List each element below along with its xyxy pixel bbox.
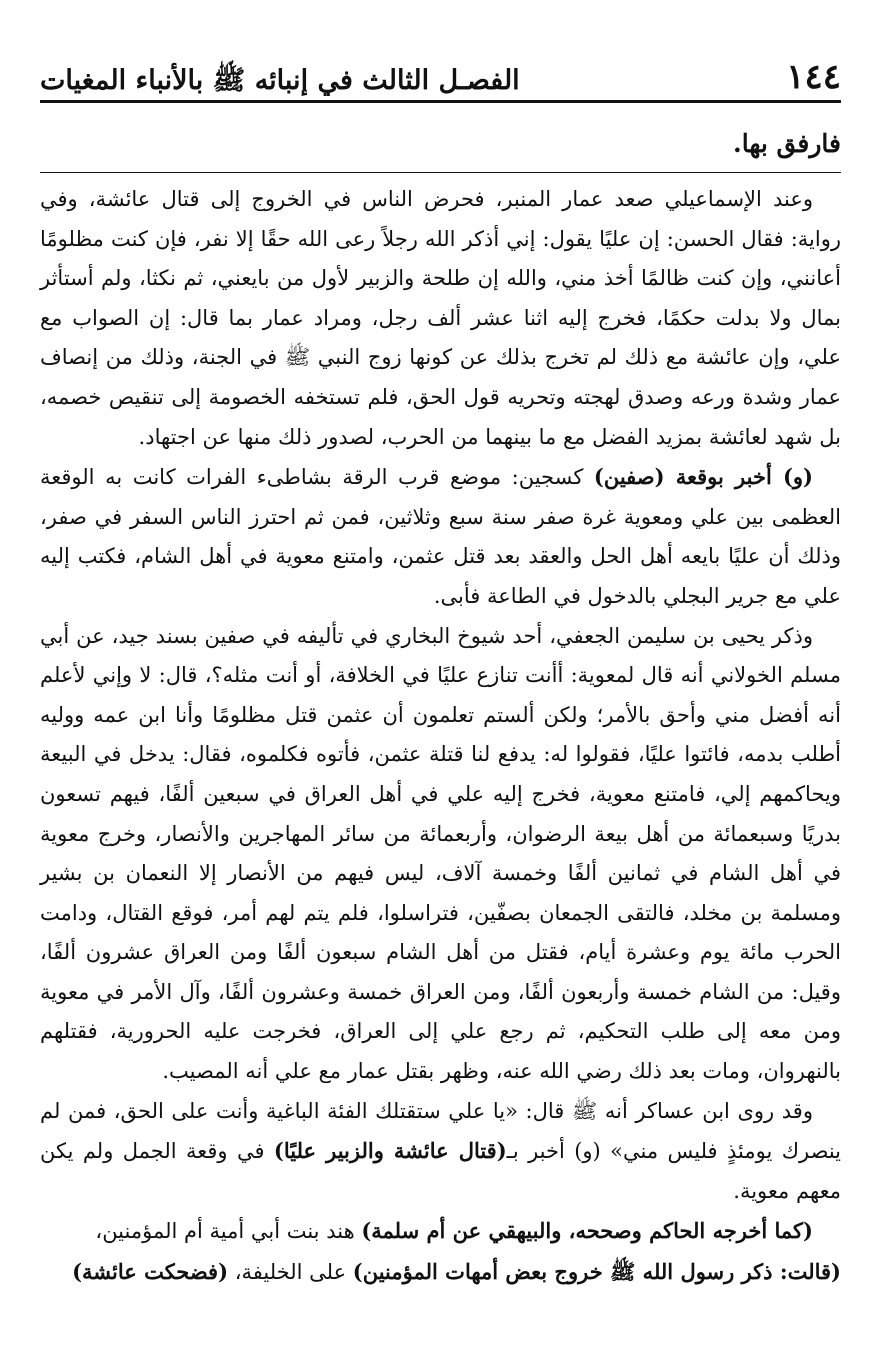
paragraph-6-bold-b: (فضحكت عائشة) [72, 1259, 229, 1285]
intro-text: فارفق بها. [733, 129, 841, 158]
paragraph-3: وذكر يحيى بن سليمن الجعفي، أحد شيوخ البخاري في تأليفه في صفين بسند جيد، عن أبي مسلم الخولاني أنه قال لمعوية: أأنت تنازع عليًا في الخلافة، أو أنت مثله؟، قال: لا وإني لأعلم أنه أفضل مني وأحق بالأمر؛ ولكن ألستم تعلمون أن عثمن قتل مظلومًا وأنا ابن عمه ووليه أطلب بدمه، فائتوا عليًا، فقولوا له: يدفع لنا قتلة عثمن، فأتوه فكلموه، فقال: يدخل في البيعة ويحاكمهم إلي، فامتنع معوية، فخرج إليه علي في أهل العراق في سبعين ألفًا، فيهم تسعون بدريًا وسبعمائة من أهل بيعة الرضوان، وأربعمائة من سائر المهاجرين والأنصار، وخرج معوية في أهل الشام في ثمانين ألفًا وخمسة آلاف، ليس فيهم من الأنصار إلا النعمان بن بشير ومسلمة بن مخلد، فالتقى الجمعان بصفّين، فتراسلوا، فلم يتم لهم أمر، فوقع القتال، ودامت الحرب مائة يوم وعشرة أيام، فقتل من أهل الشام سبعون ألفًا ومن العراق عشرون ألفًا، وقيل: من الشام خمسة وأربعون ألفًا، ومن العراق خمسة وعشرون ألفًا، وآل الأمر في معوية ومن معه إلى طلب التحكيم، ثم رجع علي إلى العراق، فخرجت عليه الحرورية، فقتلهم بالنهروان، ومات بعد ذلك رضي الله عنه، وظهر بقتل عمار مع علي أنه المصيب. [40, 623, 841, 1084]
chapter-title: الفصـل الثالث في إنبائه ﷺ بالأنباء المغيات [40, 65, 520, 96]
paragraph-6 [40, 1252, 841, 1293]
paragraph-6-text: على الخليفة، [228, 1260, 353, 1285]
paragraph-2-lead: (و) أخبر بوقعة (صفين) [593, 464, 813, 490]
paragraph-4-bold: (قتال عائشة والزبير عليًا) [273, 1138, 507, 1164]
paragraph-5 [40, 1211, 841, 1252]
page-header [40, 50, 841, 103]
paragraph-1: وعند الإسماعيلي صعد عمار المنبر، فحرض الناس في الخروج إلى قتال عائشة، وفي رواية: فقال الحسن: إن عليًا يقول: إني أذكر الله رجلاً رعى الله حقًا إلا نفر، فإن كنت مظلومًا أعانني، وإن كنت ظالمًا أخذ مني، والله إن طلحة والزبير لأول من بايعني، ثم نكثا، ولم أستأثر بمال ولا بدلت حكمًا، فخرج إليه اثنا عشر ألف رجل، ومراد عمار بما قال: إن الصواب مع علي، وإن عائشة مع ذلك لم تخرج بذلك عن كونها زوج النبي ﷺ في الجنة، وذلك من إنصاف عمار وشدة ورعه وصدق لهجته وتحريه قول الحق، فلم تستخفه الخصومة إلى تنقيص خصمه، بل شهد لعائشة بمزيد الفضل مع ما بينهما من الحرب، لصدور ذلك منها عن اجتهاد. [40, 187, 841, 449]
paragraph-5-text: هند بنت أبي أمية أم المؤمنين، [95, 1219, 362, 1244]
paragraph-2-text: كسجين: موضع قرب الرقة بشاطىء الفرات كانت به الوقعة العظمى بين علي ومعوية غرة صفر سنة سبع وثلاثين، فمن ثم احترز الناس السفر في صفر، وذلك أن عليًا بايعه أهل الحل والعقد بعد قتل عثمن، وامتنع معوية في أهل الشام، فكتب إليه علي مع جرير البجلي بالدخول في الطاعة فأبى. [40, 465, 841, 608]
paragraph-4-text-a: وقد روى ابن عساكر أنه ﷺ قال: «يا علي ستقتلك الفئة الباغية وأنت على الحق، فمن لم ينصرك يومئذٍ فليس مني» (و) أخبر بـ [40, 1098, 841, 1164]
section-divider [40, 172, 841, 173]
page-number: ١٤٤ [786, 57, 841, 97]
paragraph-6-bold-a: (قالت: ذكر رسول الله ﷺ خروج بعض أمهات المؤمنين) [352, 1259, 841, 1285]
paragraph-4 [40, 1092, 841, 1212]
paragraph-2 [40, 457, 841, 616]
paragraph-4-text-b: في وقعة الجمل ولم يكن معهم معوية. [40, 1139, 841, 1203]
paragraph-5-bold: (كما أخرجه الحاكم وصححه، والبيهقي عن أم سلمة) [361, 1218, 813, 1244]
body-text [40, 180, 841, 1293]
